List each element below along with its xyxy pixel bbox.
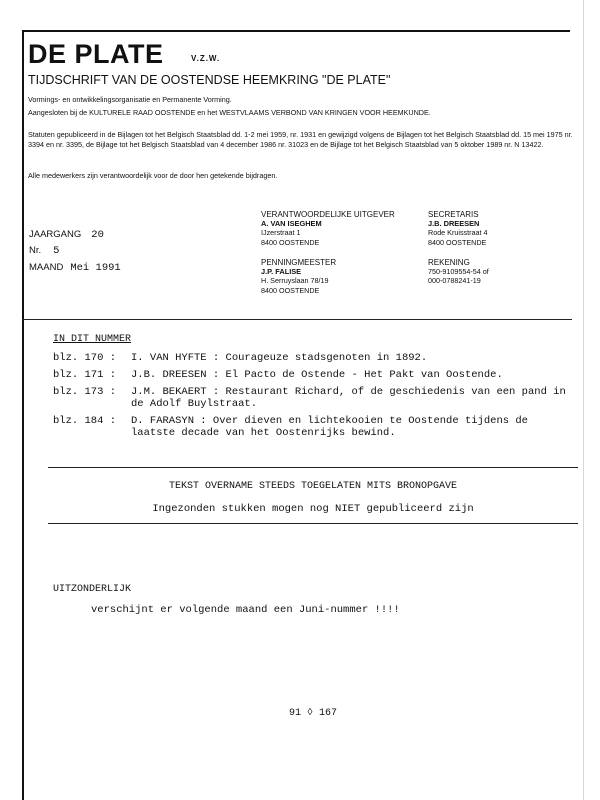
submissions-notice: Ingezonden stukken mogen nog NIET gepubliceerd zijn [152, 503, 474, 515]
toc-page-ref: blz. 170 : [53, 352, 117, 364]
publisher-name: A. VAN ISEGHEM [261, 219, 322, 229]
account-number-2: 000-0788241-19 [428, 276, 481, 286]
account-heading: REKENING [428, 258, 470, 267]
toc-entry: J.B. DREESEN : El Pacto de Ostende - Het Pakt van Oostende. [131, 369, 503, 381]
top-border-line [22, 30, 570, 32]
treasurer-street: H. Serruyslaan 78/19 [261, 276, 329, 286]
toc-entry: I. VAN HYFTE : Courageuze stadsgenoten in 1892. [131, 352, 428, 364]
toc-item [53, 386, 573, 410]
treasurer-heading: PENNINGMEESTER [261, 258, 337, 267]
issue-number-label: Nr. [29, 245, 42, 256]
publisher-heading: VERANTWOORDELIJKE UITGEVER [261, 210, 395, 219]
jaargang-value: 20 [91, 229, 104, 241]
exception-text: verschijnt er volgende maand een Juni-nummer !!!! [91, 604, 400, 616]
toc-page-ref: blz. 171 : [53, 369, 117, 381]
account-block [428, 258, 489, 286]
publisher-city: 8400 OOSTENDE [261, 237, 320, 247]
header-divider [22, 319, 572, 320]
magazine-title: DE PLATE [28, 39, 164, 69]
treasurer-block [261, 258, 336, 295]
page-number: 91 ◊ 167 [288, 708, 337, 719]
month-value: Mei 1991 [70, 262, 121, 274]
publisher-block [261, 210, 395, 247]
table-of-contents [53, 352, 573, 444]
magazine-subtitle: TIJDSCHRIFT VAN DE OOSTENDSE HEEMKRING "DE PLATE" [28, 73, 391, 87]
magazine-legal-form: V.Z.W. [191, 54, 221, 63]
exception-heading: UITZONDERLIJK [53, 584, 132, 595]
issue-number-value: 5 [53, 245, 60, 257]
disclaimer-line: Alle medewerkers zijn verantwoordelijk voor de door hen getekende bijdragen. [28, 171, 278, 180]
treasurer-city: 8400 OOSTENDE [261, 285, 320, 295]
copy-notice: TEKST OVERNAME STEEDS TOEGELATEN MITS BRONOPGAVE [168, 481, 458, 492]
organization-line: Vormings- en ontwikkelingsorganisatie en Permanente Vorming. [28, 95, 232, 104]
publisher-street: IJzerstraat 1 [261, 228, 301, 238]
issue-number-row [29, 240, 59, 258]
toc-entry: D. FARASYN : Over dieven en lichtekooien te Oostende tijdens de laatste decade van het Oostenrijks bewind. [131, 415, 528, 439]
toc-entry: J.M. BEKAERT : Restaurant Richard, of de geschiedenis van een pand in de Adolf Buylstraat. [131, 386, 566, 410]
toc-item [53, 415, 573, 439]
secretary-street: Rode Kruisstraat 4 [428, 228, 488, 238]
month-label: MAAND [29, 262, 64, 273]
treasurer-name: J.P. FALISE [261, 267, 302, 277]
toc-page-ref: blz. 173 : [53, 386, 117, 398]
left-border-line [22, 30, 24, 800]
toc-title: IN DIT NUMMER [53, 334, 132, 345]
toc-page-ref: blz. 184 : [53, 415, 117, 427]
notice-divider-bottom [48, 523, 578, 524]
affiliation-line: Aangesloten bij de KULTURELE RAAD OOSTENDE en het WESTVLAAMS VERBOND VAN KRINGEN VOOR HEEMKUNDE. [28, 108, 431, 117]
secretary-city: 8400 OOSTENDE [428, 237, 487, 247]
toc-item [53, 352, 573, 364]
statutes-paragraph: Statuten gepubliceerd in de Bijlagen tot het Belgisch Staatsblad dd. 1-2 mei 1959, nr. 1931 en gewijzigd volgens de Bijlagen tot het Belgisch Staatsblad dd. 15 mei 1975 nr. 3394 en nr. 3395, de Bijlage tot het Belgisch Staatsblad van 4 december 1986 nr. 31023 en de Bijlage tot het Belgisch Staatsblad van 5 oktober 1989 nr. N 13422. [28, 130, 573, 149]
notice-divider-top [48, 467, 578, 468]
secretary-heading: SECRETARIS [428, 210, 479, 219]
jaargang-label: JAARGANG [29, 229, 82, 240]
month-row [29, 257, 121, 275]
toc-item [53, 369, 573, 381]
scan-edge-line [583, 0, 584, 800]
secretary-name: J.B. DREESEN [428, 219, 480, 229]
account-number-1: 750-9109554-54 of [428, 267, 489, 277]
secretary-block [428, 210, 488, 247]
